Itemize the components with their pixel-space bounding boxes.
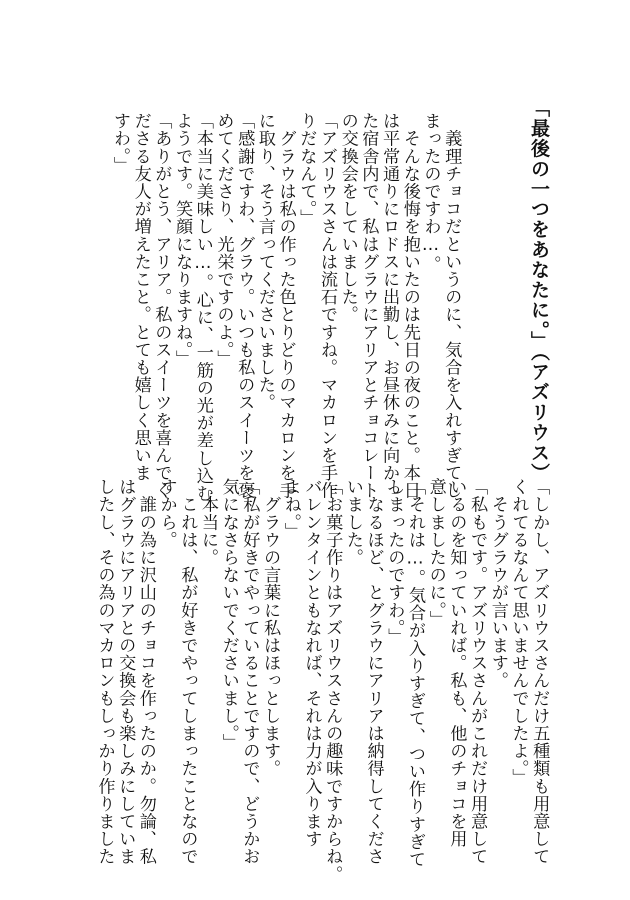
text-line: に取り、そう言ってくださいました。 xyxy=(254,112,275,412)
text-line: 「しかし、アズリウスさんだけ五種類も用意して xyxy=(529,478,550,866)
text-line: グラウの言葉に私はほっとします。 xyxy=(260,478,281,778)
text-line: 義理チョコだというのに、気合を入れすぎてし xyxy=(441,112,462,500)
text-line: これは、私が好きでやってしまったことなので xyxy=(177,478,198,866)
text-line: 「私が好きでやっていることですので、どうかお xyxy=(239,478,260,866)
text-line: ださる友人が増えたこと。とても嬉しく思いま xyxy=(130,112,151,482)
text-line: 意しましたのに。」 xyxy=(425,478,446,628)
text-line: いました。 xyxy=(342,478,363,566)
text-line: バレンタインともなれば、それは力が入ります xyxy=(301,478,322,848)
text-line: 「私もです。アズリウスさんがこれだけ用意して xyxy=(467,478,488,866)
text-line: はグラウにアリアとの交換会も楽しみにしていま xyxy=(115,478,136,866)
text-line: 「感謝ですわ、グラウ。いつも私のスイーツを褒 xyxy=(234,112,255,500)
text-line: くれてるなんて思いませんでしたよ。」 xyxy=(508,478,529,787)
text-line: ようです。笑顔になりますね。」 xyxy=(172,112,193,368)
text-line: まったのですわ…。 xyxy=(420,112,441,274)
text-line: そうグラウが言います。 xyxy=(487,478,508,690)
text-line: しまったのですわ。」 xyxy=(384,478,405,646)
text-line: た宿舎内で、私はグラウにアリアとチョコレート xyxy=(358,112,379,500)
story-title: 「最後の一つをあなたに。」（アズリウス） xyxy=(528,98,550,483)
text-line: したし、その為のマカロンもしっかり作りました xyxy=(94,478,115,866)
text-line: 「それは…。気合が入りすぎて、つい作りすぎて xyxy=(405,478,425,868)
text-line: 「ありがとう、アリア。私のスイーツを喜んでく xyxy=(151,112,172,500)
text-line: 気になさらないでくださいまし。」 xyxy=(218,478,239,751)
text-line: 「お菓子作りはアズリウスさんの趣味ですからね。 xyxy=(322,478,343,883)
text-line: の交換会をしていました。 xyxy=(337,112,358,324)
text-line: 「アズリウスさんは流石ですね。マカロンを手作 xyxy=(317,112,337,500)
text-line: 本当に。 xyxy=(198,478,218,566)
text-line: すわ。」 xyxy=(110,112,130,174)
text-line: 誰の為に沢山のチョコを作ったのか。勿論、私 xyxy=(135,478,156,866)
text-line: は平常通りにロドスに出勤し、お昼休みに向かっ xyxy=(379,112,400,500)
text-line: グラウは私の作った色とりどりのマカロンを手 xyxy=(275,112,296,500)
text-line: いるのを知っていれば。私も、他のチョコを用 xyxy=(446,478,467,848)
text-line: すから。 xyxy=(156,478,177,549)
text-line: なるほど、とグラウにアリアは納得してくださ xyxy=(363,478,384,866)
text-line: よね。」 xyxy=(280,478,301,540)
text-line: 「本当に美味しい…。心に、一筋の光が差し込む xyxy=(192,112,213,502)
text-line: そんな後悔を抱いたのは先日の夜のこと。本日 xyxy=(399,112,420,500)
text-line: めてくださり、光栄ですのよ。」 xyxy=(213,112,234,368)
text-line: りだなんて。」 xyxy=(296,112,317,227)
